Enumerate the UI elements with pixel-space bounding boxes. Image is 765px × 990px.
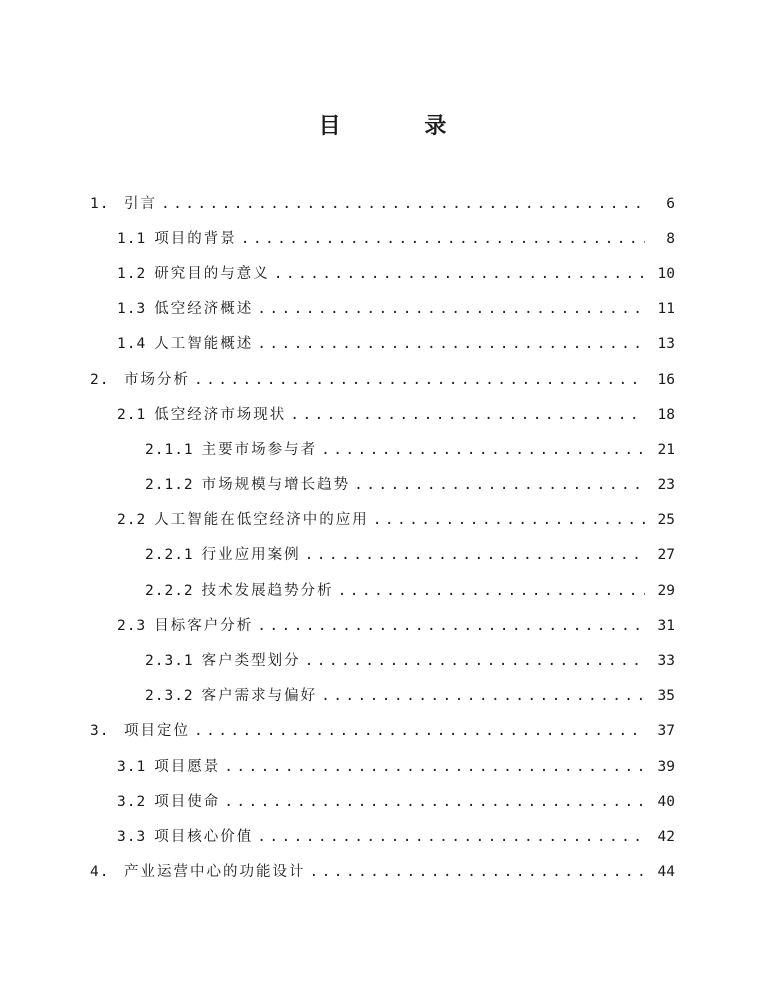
toc-entry-page-number: 44 [657,864,675,881]
toc-entry[interactable] [0,679,765,714]
toc-entry[interactable] [0,573,765,608]
dot-leader [321,440,645,460]
toc-entry[interactable] [0,714,765,749]
toc-entry-title: 客户类型划分 [201,653,301,670]
toc-entry-number: 3.3 [117,828,147,845]
toc-entry[interactable] [0,397,765,432]
toc-entry-number: 3.2 [117,793,147,810]
toc-entry-number: 2.3.2 [145,688,194,705]
dot-leader [257,616,645,636]
dot-leader [305,545,645,565]
toc-entry-title: 项目使命 [154,793,221,810]
toc-entry-title: 市场分析 [124,371,190,388]
toc-entry-number: 2.2.2 [145,582,194,599]
toc-entry[interactable] [0,468,765,503]
dot-leader [373,510,645,530]
toc-entry[interactable] [0,221,765,256]
toc-entry-title: 市场规模与增长趋势 [201,477,351,494]
toc-entry[interactable] [0,784,765,819]
toc-entry-number: 1.2 [117,265,147,282]
toc-entry-number: 3. [90,723,110,740]
table-of-contents [0,186,765,890]
toc-entry-number: 1.3 [117,301,147,318]
toc-entry-number: 2.1.1 [145,441,194,458]
toc-entry[interactable] [0,432,765,467]
toc-entry-number: 2.1.2 [145,477,194,494]
toc-entry-title: 客户需求与偏好 [201,688,318,705]
toc-entry-number: 2.3.1 [145,653,194,670]
toc-entry-title: 人工智能概述 [154,336,254,353]
toc-entry-page-number: 35 [657,688,675,705]
toc-entry-number: 4. [90,864,110,881]
dot-leader [194,721,645,741]
dot-leader [241,229,645,249]
dot-leader [290,405,645,425]
toc-entry-page-number: 42 [657,828,675,845]
dot-leader [310,862,646,882]
toc-entry-title: 产业运营中心的功能设计 [124,864,306,881]
dot-leader [338,581,645,601]
dot-leader [224,757,645,777]
toc-entry-number: 2.3 [117,617,147,634]
toc-entry-page-number: 16 [657,371,675,388]
toc-entry[interactable] [0,819,765,854]
dot-leader [257,299,645,319]
toc-entry-page-number: 11 [657,301,675,318]
toc-entry[interactable] [0,256,765,291]
toc-entry[interactable] [0,503,765,538]
toc-entry-page-number: 33 [657,653,675,670]
toc-entry-page-number: 25 [657,512,675,529]
toc-entry-title: 引言 [124,195,157,212]
toc-entry-number: 2.2.1 [145,547,194,564]
toc-entry-page-number: 31 [657,617,675,634]
toc-entry-number: 1.1 [117,230,147,247]
page-title: 目 录 [318,114,485,139]
toc-entry[interactable] [0,292,765,327]
toc-entry-title: 项目定位 [124,723,190,740]
toc-entry-page-number: 18 [657,406,675,423]
toc-entry-page-number: 37 [657,723,675,740]
toc-entry-title: 低空经济概述 [154,301,254,318]
dot-leader [161,194,645,214]
toc-entry-number: 3.1 [117,758,147,775]
toc-entry[interactable] [0,643,765,678]
dot-leader [257,334,645,354]
toc-entry-number: 1. [90,195,110,212]
dot-leader [321,686,645,706]
toc-entry-title: 项目的背景 [154,230,237,247]
toc-entry-page-number: 27 [657,547,675,564]
toc-entry-page-number: 29 [657,582,675,599]
toc-entry[interactable] [0,327,765,362]
toc-entry[interactable] [0,362,765,397]
toc-entry-page-number: 23 [657,477,675,494]
toc-entry-page-number: 21 [657,441,675,458]
toc-entry[interactable] [0,749,765,784]
toc-entry[interactable] [0,855,765,890]
dot-leader [305,651,645,671]
toc-entry-page-number: 13 [657,336,675,353]
toc-entry-page-number: 6 [666,195,675,212]
toc-entry-page-number: 39 [657,758,675,775]
toc-entry-title: 低空经济市场现状 [154,406,287,423]
toc-entry-title: 人工智能在低空经济中的应用 [154,512,369,529]
dot-leader [274,264,645,284]
toc-entry[interactable] [0,608,765,643]
dot-leader [354,475,645,495]
toc-entry-title: 目标客户分析 [154,617,254,634]
toc-entry-number: 2. [90,371,110,388]
toc-entry-number: 2.2 [117,512,147,529]
toc-entry-page-number: 8 [666,230,675,247]
toc-entry[interactable] [0,538,765,573]
toc-entry-title: 技术发展趋势分析 [201,582,334,599]
toc-entry[interactable] [0,186,765,221]
toc-entry-number: 1.4 [117,336,147,353]
toc-entry-number: 2.1 [117,406,147,423]
dot-leader [224,792,645,812]
toc-entry-title: 项目愿景 [154,758,221,775]
toc-entry-title: 行业应用案例 [201,547,301,564]
toc-entry-title: 项目核心价值 [154,828,254,845]
toc-entry-page-number: 40 [657,793,675,810]
toc-entry-title: 研究目的与意义 [154,265,270,282]
toc-entry-page-number: 10 [657,265,675,282]
dot-leader [194,370,645,390]
dot-leader [257,827,645,847]
toc-entry-title: 主要市场参与者 [201,441,318,458]
